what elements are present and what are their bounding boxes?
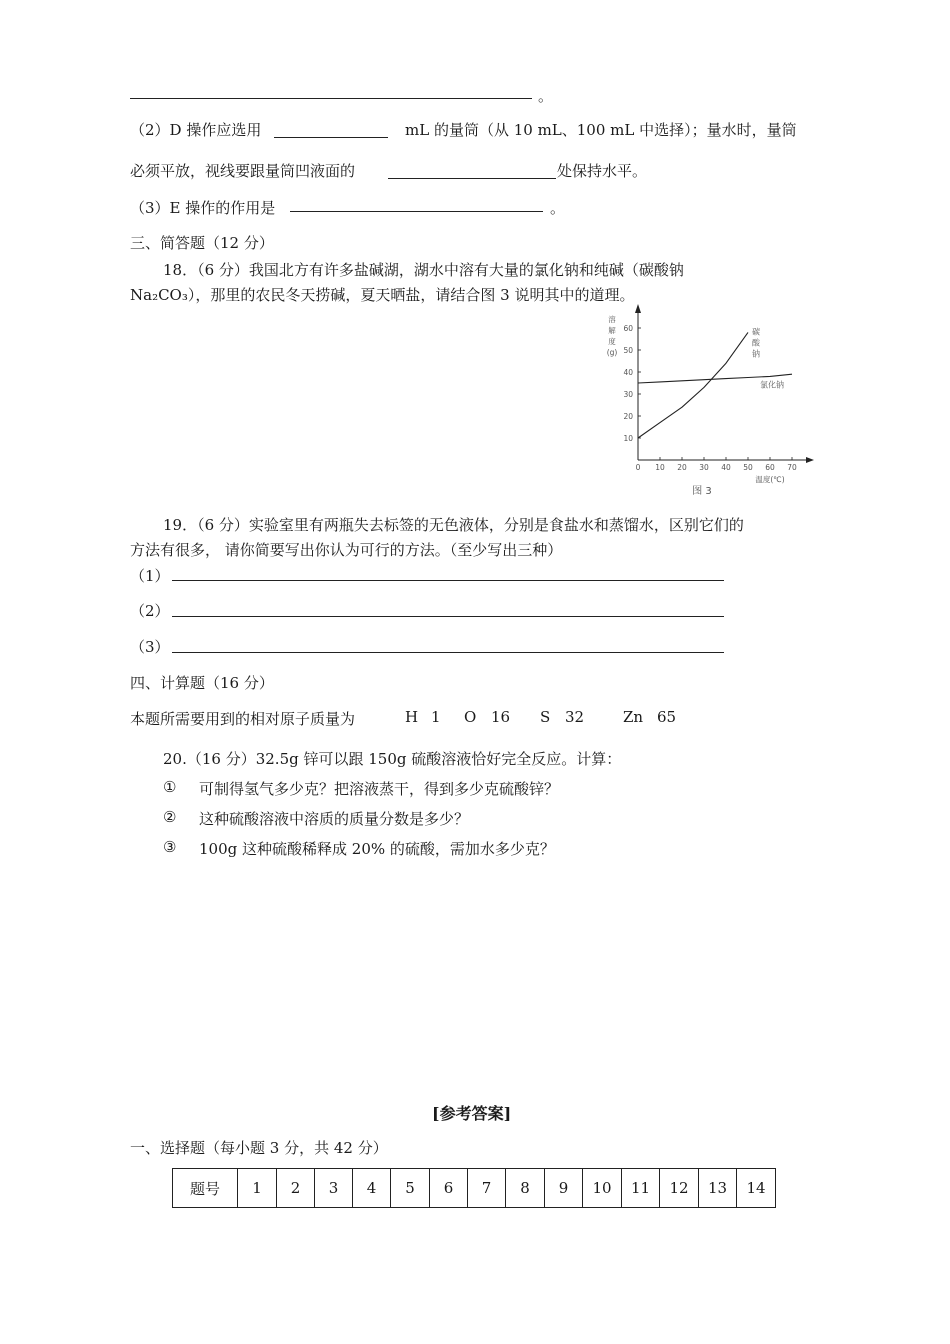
y-tick-label: 60: [623, 324, 633, 333]
y-tick-label: 20: [623, 412, 633, 421]
answer-blank-top[interactable]: [130, 98, 532, 99]
chart-title: 图 3: [692, 486, 712, 497]
x-tick-label: 50: [743, 463, 753, 472]
y-tick-label: 40: [623, 368, 633, 377]
q18-line1: 18．（6 分）我国北方有许多盐碱湖，湖水中溶有大量的氯化钠和纯碱（碳酸钠: [163, 261, 684, 279]
table-cell: 5: [391, 1169, 430, 1208]
table-cell: 6: [430, 1169, 468, 1208]
q3-blank[interactable]: [290, 211, 543, 212]
q20-sub-3-mark: ③: [163, 838, 177, 856]
y-tick-label: 50: [623, 346, 633, 355]
q20-sub-1-text: 可制得氢气多少克？把溶液蒸干，得到多少克硫酸锌？: [199, 780, 560, 798]
q2-blank-volume[interactable]: [274, 137, 388, 138]
series-label-1: 氯化钠: [760, 380, 784, 390]
y-tick-label: 10: [623, 434, 633, 443]
q20-sub-2-mark: ②: [163, 808, 177, 826]
table-cell: 9: [545, 1169, 583, 1208]
q20-sub-1-mark: ①: [163, 778, 177, 796]
q19-item-1: （1）: [130, 567, 170, 585]
answer-table: [172, 1168, 776, 1208]
answers-title: [参考答案]: [432, 1104, 512, 1123]
x-tick-label: 30: [699, 463, 709, 472]
q2-blank-position[interactable]: [388, 178, 556, 179]
atomic-el-s: S: [540, 708, 551, 726]
q2-unit-text: mL 的量筒（从 10 mL、100 mL 中选择）；量水时，量筒: [405, 121, 797, 139]
atomic-el-zn: Zn: [623, 708, 644, 726]
x-tick-label: 40: [721, 463, 731, 472]
period: 。: [538, 87, 554, 105]
atomic-val-h: 1: [431, 708, 441, 726]
q3-prefix: （3）E 操作的作用是: [130, 199, 276, 217]
q19-answer-line-2[interactable]: [172, 616, 724, 617]
atomic-val-s: 32: [565, 708, 585, 726]
atomic-mass-label: 本题所需要用到的相对原子质量为: [130, 710, 356, 728]
q2-line2-prefix: 必须平放，视线要跟量筒凹液面的: [130, 162, 356, 180]
table-cell: 8: [506, 1169, 545, 1208]
atomic-val-o: 16: [491, 708, 511, 726]
q20-sub-2-text: 这种硫酸溶液中溶质的质量分数是多少？: [199, 810, 470, 828]
x-tick-label: 0: [635, 463, 641, 472]
q18-line2: Na₂CO₃），那里的农民冬天捞碱，夏天晒盐，请结合图 3 说明其中的道理。: [130, 286, 635, 304]
q19-answer-line-3[interactable]: [172, 652, 724, 653]
answers-section-1: 一、选择题（每小题 3 分，共 42 分）: [130, 1139, 388, 1157]
table-cell: 4: [353, 1169, 391, 1208]
table-cell: 2: [277, 1169, 315, 1208]
solubility-chart: [598, 302, 818, 498]
y-axis-arrow: [635, 304, 641, 313]
q3-suffix: 。: [550, 199, 566, 217]
q19-answer-line-1[interactable]: [172, 580, 724, 581]
q2-line2-suffix: 处保持水平。: [557, 162, 648, 180]
chart-ticks: [623, 324, 797, 472]
table-cell: 3: [315, 1169, 353, 1208]
section-3-title: 三、简答题（12 分）: [130, 234, 274, 252]
table-cell: 10: [583, 1169, 622, 1208]
table-cell: 12: [660, 1169, 699, 1208]
x-tick-label: 10: [655, 463, 665, 472]
q19-item-3: （3）: [130, 638, 170, 656]
table-cell: 1: [238, 1169, 277, 1208]
section-4-title: 四、计算题（16 分）: [130, 674, 274, 692]
y-axis-label: 溶解度(g): [606, 315, 618, 357]
q20-stem: 20.（16 分）32.5g 锌可以跟 150g 硫酸溶液恰好完全反应。计算：: [163, 750, 622, 768]
table-cell: 13: [699, 1169, 737, 1208]
table-cell: 14: [737, 1169, 776, 1208]
atomic-val-zn: 65: [657, 708, 677, 726]
q19-line1: 19．（6 分）实验室里有两瓶失去标签的无色液体，分别是食盐水和蒸馏水，区别它们的: [163, 516, 744, 534]
q20-sub-3-text: 100g 这种硫酸稀释成 20% 的硫酸，需加水多少克？: [199, 840, 555, 858]
series-line-0: [638, 332, 748, 438]
q2-prefix: （2）D 操作应选用: [130, 121, 262, 139]
y-tick-label: 30: [623, 390, 633, 399]
x-axis-label: 温度(℃): [755, 475, 785, 484]
atomic-el-o: O: [464, 708, 477, 726]
q19-item-2: （2）: [130, 602, 170, 620]
table-cell: 7: [468, 1169, 506, 1208]
x-tick-label: 70: [787, 463, 797, 472]
series-label-0: 碳酸钠: [752, 327, 760, 359]
chart-axes: [635, 304, 814, 463]
table-header-cell: 题号: [173, 1169, 238, 1208]
x-tick-label: 20: [677, 463, 687, 472]
chart-labels: [607, 314, 785, 497]
table-cell: 11: [622, 1169, 660, 1208]
table-row: [173, 1169, 776, 1208]
x-tick-label: 60: [765, 463, 775, 472]
q19-line2: 方法有很多， 请你简要写出你认为可行的方法。（至少写出三种）: [130, 541, 563, 559]
x-axis-arrow: [806, 457, 814, 463]
atomic-el-h: H: [405, 708, 419, 726]
